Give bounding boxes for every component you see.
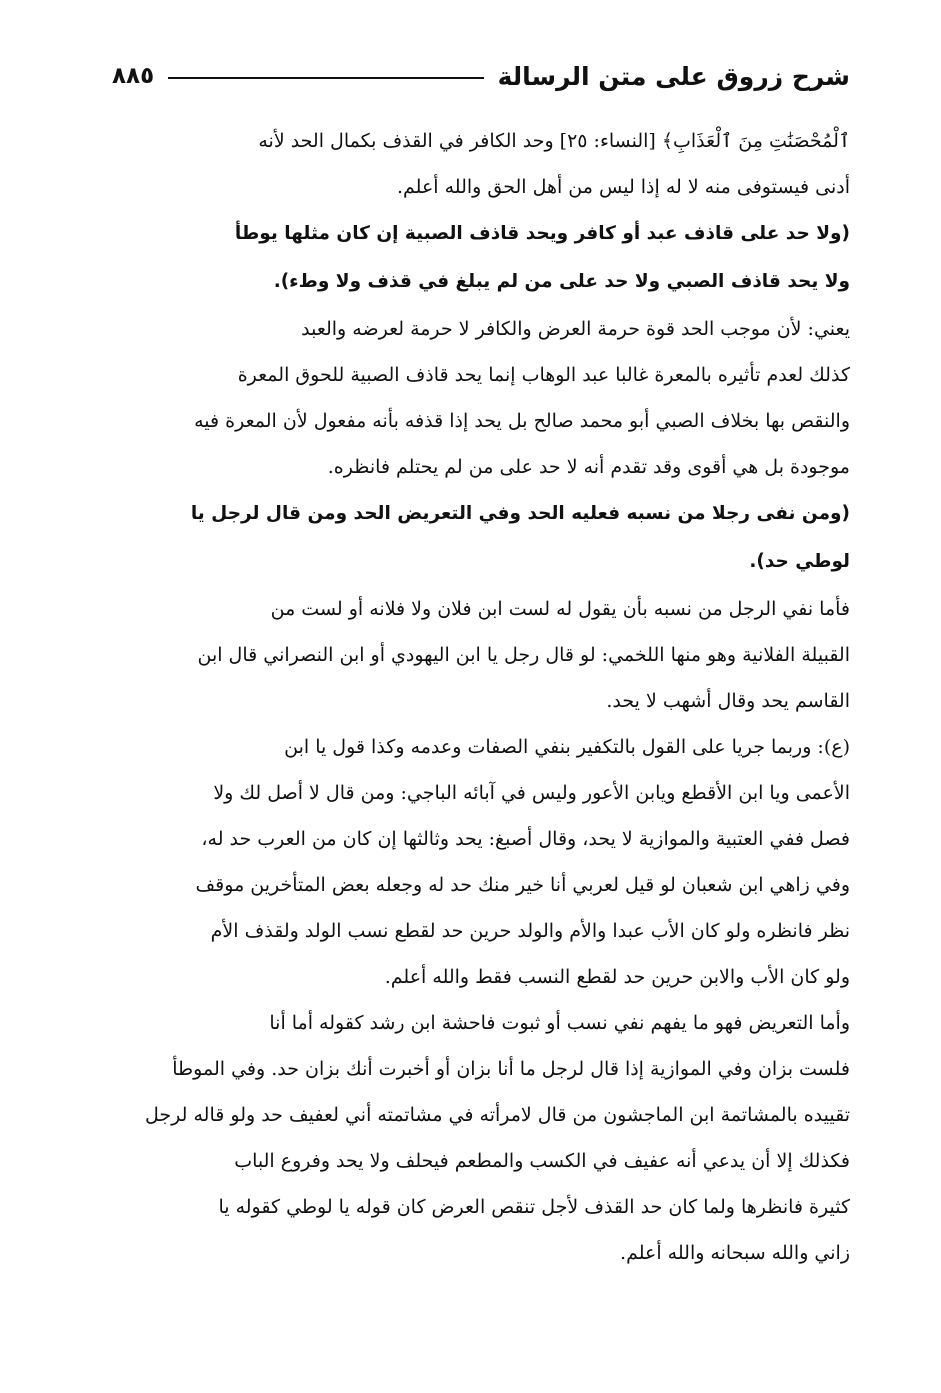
page-header [112, 52, 850, 100]
text-line: والنقص بها بخلاف الصبي أبو محمد صالح بل يحد إذا قذفه بأنه مفعول لأن المعرة فيه [194, 410, 850, 432]
text-line: كذلك لعدم تأثيره بالمعرة غالبا عبد الوهاب إنما يحد قاذف الصبية للحوق المعرة [237, 364, 850, 386]
matn-line: (ولا حد على قاذف عبد أو كافر ويحد قاذف الصبية إن كان مثلها يوطأ [234, 223, 850, 244]
header-rule [168, 77, 483, 79]
text-line: القبيلة الفلانية وهو منها اللخمي: لو قال رجل يا ابن اليهودي أو ابن النصراني قال ابن [197, 644, 850, 666]
text-line: الأعمى ويا ابن الأقطع ويابن الأعور وليس في آبائه الباجي: ومن قال لا أصل لك ولا [213, 782, 850, 804]
text-line: فصل ففي العتبية والموازية لا يحد، وقال أصبغ: يحد وثالثها إن كان من العرب حد له، [201, 828, 850, 850]
text-line: فلست بزان وفي الموازية إذا قال لرجل ما أنا بزان أو أخبرت أنك بزان حد. وفي الموطأ [172, 1058, 850, 1080]
text-line: (ع): وربما جريا على القول بالتكفير بنفي الصفات وعدمه وكذا قول يا ابن [284, 736, 850, 758]
matn-line: ولا يحد قاذف الصبي ولا حد على من لم يبلغ في قذف ولا وطء). [273, 271, 850, 292]
text-line: ولو كان الأب والابن حرين حد لقطع النسب فقط والله أعلم. [384, 966, 850, 988]
text-line: فأما نفي الرجل من نسبه بأن يقول له لست ابن فلان ولا فلانه أو لست من [270, 598, 850, 620]
text-line: القاسم يحد وقال أشهب لا يحد. [606, 690, 850, 712]
text-line: وفي زاهي ابن شعبان لو قيل لعربي أنا خير منك حد له وجعله بعض المتأخرين موقف [195, 874, 850, 896]
matn-line: لوطي حد). [749, 551, 850, 572]
text-line: وأما التعريض فهو ما يفهم نفي نسب أو ثبوت فاحشة ابن رشد كقوله أما أنا [269, 1012, 850, 1034]
text-line: كثيرة فانظرها ولما كان حد القذف لأجل تنقص العرض كان قوله يا لوطي كقوله يا [218, 1196, 850, 1218]
text-line: نظر فانظره ولو كان الأب عبدا والأم والولد حرين حد لقطع نسب الولد ولقذف الأم [210, 920, 850, 942]
text-line: فكذلك إلا أن يدعي أنه عفيف في الكسب والمطعم فيحلف ولا يحد وفروع الباب [234, 1150, 850, 1172]
text-line: زاني والله سبحانه والله أعلم. [620, 1242, 850, 1264]
book-title: شرح زروق على متن الرسالة [497, 61, 850, 91]
page-number: ٨٨٥ [112, 63, 155, 89]
text-line: يعني: لأن موجب الحد قوة حرمة العرض والكافر لا حرمة لعرضه والعبد [301, 318, 850, 340]
matn-line: (ومن نفى رجلا من نسبه فعليه الحد وفي التعريض الحد ومن قال لرجل يا [190, 503, 850, 524]
page-body [112, 118, 850, 1276]
quran-continuation-line: ٱلْمُحْصَنَٰتِ مِنَ ٱلْعَذَابِ﴾ [النساء: ٢٥] وحد الكافر في القذف بكمال الحد لأنه [258, 130, 850, 152]
text-line: تقييده بالمشاتمة ابن الماجشون من قال لامرأته في مشاتمته أني لعفيف حد ولو قاله لرجل [145, 1104, 850, 1126]
text-line: موجودة بل هي أقوى وقد تقدم أنه لا حد على من لم يحتلم فانظره. [327, 456, 850, 478]
text-line: أدنى فيستوفى منه لا له إذا ليس من أهل الحق والله أعلم. [396, 176, 850, 198]
